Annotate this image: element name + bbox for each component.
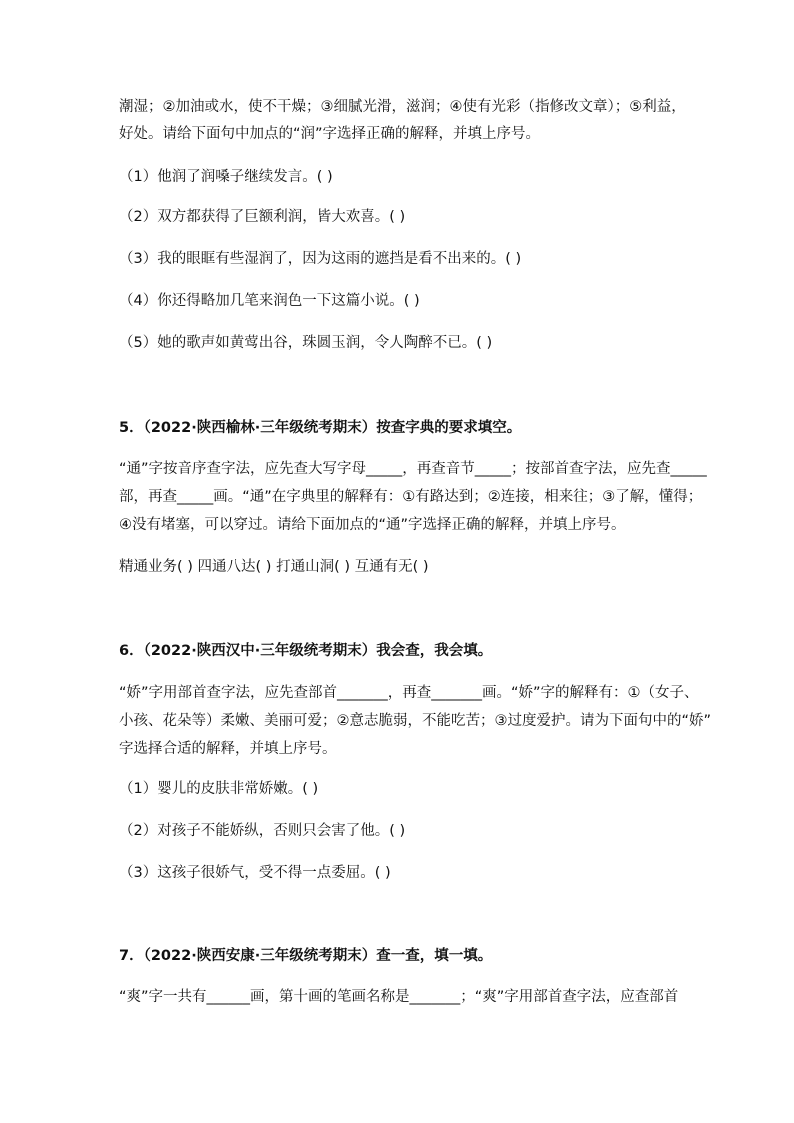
q6-heading: 6．（2022·陕西汉中·三年级统考期末）我会查，我会填。 [119, 643, 493, 659]
q4-item-5: （5）她的歌声如黄莺出谷，珠圆玉润，令人陶醉不已。( ) [119, 335, 493, 351]
q5-text-line-1: “通”字按音序查字法，应先查大写字母_____，再查音节_____；按部首查字法，应先查_____ [119, 461, 707, 477]
q6-text-line-2: 小孩、花朵等）柔嫩、美丽可爱；②意志脆弱，不能吃苦；③过度爱护。请为下面句中的“娇” [119, 713, 712, 729]
q4-item-1: （1）他润了润嗓子继续发言。( ) [119, 169, 333, 185]
q4-item-2: （2）双方都获得了巨额利润，皆大欢喜。( ) [119, 209, 406, 225]
q5-words-line: 精通业务( ) 四通八达( ) 打通山洞( ) 互通有无( ) [119, 559, 429, 575]
q5-text-line-2: 部，再查_____画。“通”在字典里的解释有：①有路达到；②连接，相来往；③了解，懂得； [119, 489, 703, 505]
q4-text-line-2: 好处。请给下面句中加点的“润”字选择正确的解释，并填上序号。 [119, 126, 541, 142]
q4-item-4: （4）你还得略加几笔来润色一下这篇小说。( ) [119, 293, 420, 309]
q6-item-3: （3）这孩子很娇气，受不得一点委屈。( ) [119, 865, 391, 881]
q4-item-3: （3）我的眼眶有些湿润了，因为这雨的遮挡是看不出来的。( ) [119, 251, 522, 267]
q6-text-line-1: “娇”字用部首查字法，应先查部首_______，再查_______画。“娇”字的解释有：①（女子、 [119, 685, 699, 701]
q6-item-2: （2）对孩子不能娇纵，否则只会害了他。( ) [119, 823, 406, 839]
q7-text-line-1: “爽”字一共有______画，第十画的笔画名称是_______；“爽”字用部首查字法，应查部首 [119, 989, 679, 1005]
q5-heading: 5．（2022·陕西榆林·三年级统考期末）按查字典的要求填空。 [119, 420, 522, 436]
q6-text-line-3: 字选择合适的解释，并填上序号。 [119, 741, 337, 757]
q7-heading: 7．（2022·陕西安康·三年级统考期末）查一查，填一填。 [119, 948, 493, 964]
q4-text-line-1: 潮湿；②加油或水，使不干燥；③细腻光滑，滋润；④使有光彩（指修改文章）；⑤利益， [119, 99, 686, 115]
q5-text-line-3: ④没有堵塞，可以穿过。请给下面加点的“通”字选择正确的解释，并填上序号。 [119, 517, 626, 533]
q6-item-1: （1）婴儿的皮肤非常娇嫩。( ) [119, 781, 319, 797]
